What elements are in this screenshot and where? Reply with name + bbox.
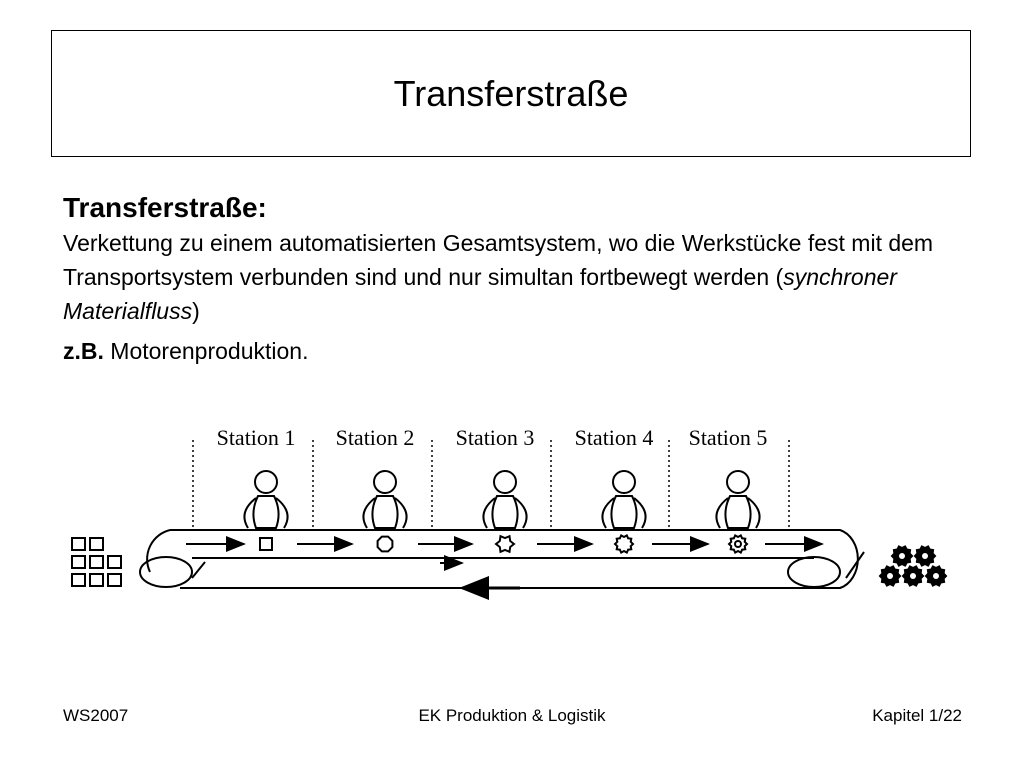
station-labels <box>217 425 768 450</box>
station-label: Station 5 <box>688 425 768 450</box>
footer-left: WS2007 <box>63 706 129 725</box>
worker-figure <box>363 471 406 528</box>
definition-italic: synchroner Materialfluss <box>63 264 897 324</box>
station-label: Station 3 <box>455 425 535 450</box>
station-label: Station 2 <box>335 425 415 450</box>
conveyor-belt <box>140 530 864 588</box>
station-separators <box>193 440 789 528</box>
octagon-icon <box>378 537 393 552</box>
gear-hole-icon <box>729 535 747 552</box>
worker-figure <box>602 471 645 528</box>
workers <box>244 471 759 528</box>
worker-figure <box>716 471 759 528</box>
footer-center: EK Produktion & Logistik <box>418 706 606 725</box>
raw-material-icon <box>72 538 121 586</box>
definition-main: Verkettung zu einem automatisierten Gesamtsystem, wo die Werkstücke fest mit dem Transportsystem verbunden sind und nur simultan fortbewegt werden ( <box>63 230 934 290</box>
station-label: Station 1 <box>216 425 296 450</box>
belt-roller-right <box>788 557 840 587</box>
worker-figure <box>244 471 287 528</box>
gear-center <box>910 573 916 579</box>
square-icon <box>260 538 272 550</box>
worker-figure <box>483 471 526 528</box>
definition-term: Transferstraße: <box>63 192 267 223</box>
slide-title: Transferstraße <box>393 72 629 114</box>
example-text: Motorenproduktion. <box>103 338 309 364</box>
belt-roller-left <box>140 557 192 587</box>
example-prefix: z.B. <box>63 338 104 364</box>
gear-hole <box>735 541 741 547</box>
gear-icon <box>615 535 633 552</box>
station-label: Station 4 <box>574 425 654 450</box>
footer-right: Kapitel 1/22 <box>872 706 962 725</box>
finished-gears-icon <box>880 547 946 586</box>
gear-center <box>887 573 893 579</box>
star-icon <box>496 536 514 552</box>
gear-center <box>933 573 939 579</box>
gear-center <box>899 553 905 559</box>
gear-center <box>922 553 928 559</box>
definition-end: ) <box>192 298 200 324</box>
